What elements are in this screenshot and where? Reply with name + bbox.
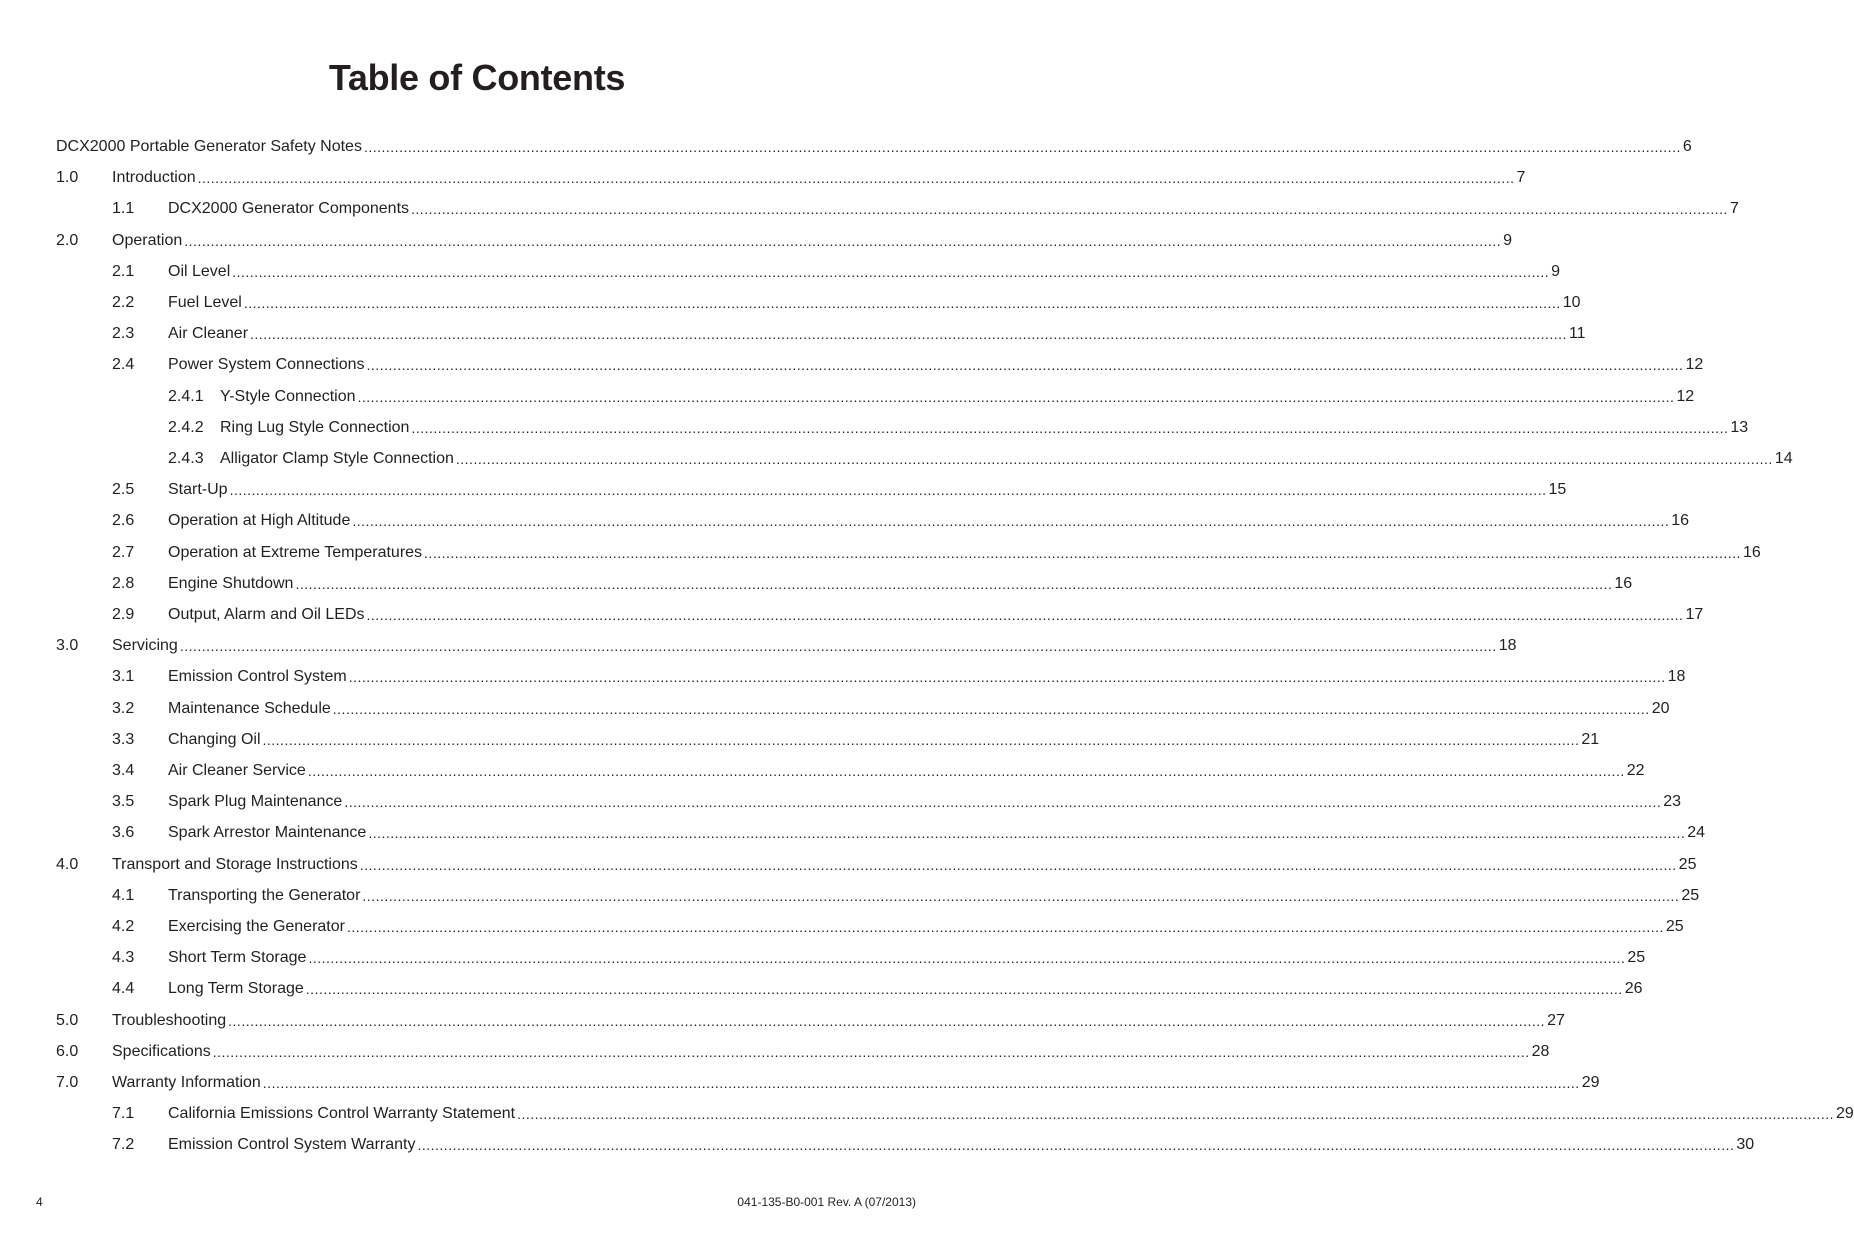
toc-entry-number: 4.1	[112, 886, 135, 904]
toc-entry-title: Warranty Information	[112, 1074, 261, 1091]
toc-entry-title: Troubleshooting	[112, 1011, 227, 1029]
toc-entry-number: 1.0	[56, 169, 79, 187]
dot-leader: ............................................................................................................................................................................................................................................................................................................	[346, 919, 1664, 935]
toc-entry-title: Engine Shutdown	[168, 574, 294, 592]
dot-leader: ............................................................................................................................................................................................................................................................................................................	[363, 139, 1681, 155]
toc-entry-page: 26	[1624, 980, 1643, 998]
toc-entry-page: 11	[1568, 325, 1586, 343]
toc-entry[interactable]	[112, 878, 1700, 906]
page-number: 4	[36, 1195, 43, 1209]
toc-entry-title: Air Cleaner Service	[168, 762, 306, 779]
dot-leader: ............................................................................................................................................................................................................................................................................................................	[212, 1043, 1530, 1060]
dot-leader: ............................................................................................................................................................................................................................................................................................................	[179, 638, 1497, 655]
toc-entry-number: 3.5	[112, 793, 135, 811]
dot-leader: ............................................................................................................................................................................................................................................................................................................	[197, 170, 1515, 187]
toc-entry[interactable]	[56, 160, 1526, 188]
toc-entry-title: Specifications	[112, 1042, 211, 1060]
document-id: 041-135-B0-001 Rev. A (07/2013)	[737, 1195, 916, 1209]
toc-entry-page: 16	[1614, 574, 1633, 592]
toc-entry-page: 25	[1678, 855, 1697, 873]
dot-leader: ............................................................................................................................................................................................................................................................................................................	[308, 950, 1626, 967]
toc-entry-number: 2.4.2	[168, 418, 204, 436]
toc-entry-page: 30	[1736, 1136, 1755, 1154]
toc-entry-number: 3.1	[112, 668, 135, 686]
toc-entry[interactable]	[112, 503, 1690, 531]
dot-leader: ............................................................................................................................................................................................................................................................................................................	[357, 388, 1675, 405]
toc-entry-page: 14	[1774, 450, 1793, 467]
toc-entry[interactable]	[168, 441, 1793, 469]
toc-entry[interactable]	[112, 971, 1643, 999]
toc-entry-number: 6.0	[56, 1042, 79, 1060]
dot-leader: ............................................................................................................................................................................................................................................................................................................	[368, 825, 1686, 842]
toc-entry-page: 7	[1516, 169, 1526, 187]
toc-entry-title: Changing Oil	[168, 730, 261, 748]
toc-entry-title: Output, Alarm and Oil LEDs	[168, 606, 365, 623]
toc-entry[interactable]	[112, 347, 1704, 375]
toc-entry-title: Power System Connections	[168, 356, 365, 374]
dot-leader: ............................................................................................................................................................................................................................................................................................................	[424, 544, 1741, 561]
toc-entry-page: 15	[1548, 481, 1567, 499]
toc-entry-page: 29	[1836, 1105, 1854, 1123]
toc-entry-number: 5.0	[56, 1011, 79, 1029]
toc-entry-title: Emission Control System Warranty	[168, 1136, 416, 1154]
toc-entry-number: 3.4	[112, 762, 135, 779]
toc-entry-title: Start-Up	[168, 481, 228, 499]
toc-entry-page: 25	[1627, 949, 1646, 967]
toc-entry-title: Short Term Storage	[168, 949, 307, 967]
toc-entry-number: 3.2	[112, 699, 135, 717]
toc-entry-title: DCX2000 Portable Generator Safety Notes	[56, 138, 362, 155]
toc-entry[interactable]	[168, 379, 1695, 407]
toc-entry[interactable]	[112, 1127, 1755, 1155]
toc-entry[interactable]	[112, 316, 1586, 344]
toc-entry-title: Ring Lug Style Connection	[220, 418, 410, 436]
dot-leader: ............................................................................................................................................................................................................................................................................................................	[243, 295, 1561, 311]
toc-entry-number: 7.0	[56, 1074, 79, 1091]
toc-entry[interactable]	[112, 753, 1645, 781]
dot-leader: ............................................................................................................................................................................................................................................................................................................	[411, 419, 1729, 436]
dot-leader: ............................................................................................................................................................................................................................................................................................................	[295, 575, 1613, 592]
dot-leader: ............................................................................................................................................................................................................................................................................................................	[232, 263, 1550, 280]
dot-leader: ............................................................................................................................................................................................................................................................................................................	[352, 513, 1670, 530]
toc-entry[interactable]	[56, 1034, 1550, 1062]
toc-entry[interactable]	[112, 597, 1704, 625]
dot-leader: ............................................................................................................................................................................................................................................................................................................	[228, 1012, 1546, 1029]
toc-entry-page: 17	[1685, 606, 1704, 623]
toc-entry-title: California Emissions Control Warranty Statement	[168, 1105, 516, 1123]
dot-leader: ............................................................................................................................................................................................................................................................................................................	[417, 1137, 1735, 1154]
toc-entry-title: Operation at Extreme Temperatures	[168, 543, 423, 561]
toc-entry-number: 4.3	[112, 949, 135, 967]
toc-entry[interactable]	[56, 847, 1697, 875]
toc-entry-number: 2.3	[112, 325, 135, 343]
toc-entry-title: Operation	[112, 231, 183, 249]
toc-entry-number: 2.9	[112, 606, 135, 623]
toc-entry-page: 28	[1531, 1042, 1550, 1060]
dot-leader: ............................................................................................................................................................................................................................................................................................................	[344, 794, 1662, 811]
toc-entry-title: Long Term Storage	[168, 980, 304, 998]
toc-entry-page: 25	[1665, 918, 1684, 935]
toc-entry-page: 25	[1681, 886, 1700, 904]
toc-entry-title: Introduction	[112, 169, 196, 187]
dot-leader: ............................................................................................................................................................................................................................................................................................................	[332, 700, 1650, 717]
toc-entry-number: 2.6	[112, 512, 135, 530]
toc-entry-number: 7.1	[112, 1105, 135, 1123]
dot-leader: ............................................................................................................................................................................................................................................................................................................	[366, 357, 1684, 374]
toc-entry-number: 3.0	[56, 637, 79, 655]
toc-entry[interactable]	[112, 285, 1581, 313]
toc-entry-number: 2.8	[112, 574, 135, 592]
toc-entry[interactable]	[56, 129, 1692, 157]
toc-entry[interactable]	[112, 815, 1706, 843]
toc-entry-number: 2.4.1	[168, 387, 204, 405]
dot-leader: ............................................................................................................................................................................................................................................................................................................	[411, 201, 1728, 218]
toc-entry-number: 2.4	[112, 356, 135, 374]
toc-entry[interactable]	[56, 1003, 1565, 1031]
dot-leader: ............................................................................................................................................................................................................................................................................................................	[455, 451, 1773, 467]
toc-entry-page: 10	[1562, 294, 1581, 311]
toc-entry-number: 2.4.3	[168, 450, 204, 467]
toc-entry-page: 9	[1503, 231, 1513, 249]
toc-entry-page: 20	[1651, 699, 1670, 717]
toc-entry-page: 27	[1547, 1011, 1565, 1029]
toc-entry[interactable]	[168, 410, 1749, 438]
toc-entry-title: Y-Style Connection	[220, 387, 356, 405]
toc-entry-title: Air Cleaner	[168, 325, 249, 343]
toc-entry[interactable]	[112, 909, 1684, 937]
dot-leader: ............................................................................................................................................................................................................................................................................................................	[517, 1106, 1834, 1123]
toc-entry-page: 13	[1730, 418, 1749, 436]
dot-leader: ............................................................................................................................................................................................................................................................................................................	[362, 887, 1680, 904]
toc-entry-page: 7	[1729, 200, 1739, 218]
toc-entry[interactable]	[56, 1065, 1600, 1093]
toc-entry-number: 4.0	[56, 855, 79, 873]
toc-entry-number: 1.1	[112, 200, 135, 218]
toc-entry-page: 12	[1685, 356, 1704, 374]
dot-leader: ............................................................................................................................................................................................................................................................................................................	[359, 856, 1677, 873]
toc-entry-number: 7.2	[112, 1136, 135, 1154]
toc-entry-title: Exercising the Generator	[168, 918, 345, 935]
toc-entry[interactable]	[56, 223, 1513, 251]
toc-entry-number: 3.6	[112, 824, 135, 842]
toc-entry[interactable]	[112, 535, 1761, 563]
toc-entry[interactable]	[112, 722, 1600, 750]
toc-entry-title: Spark Plug Maintenance	[168, 793, 343, 811]
toc-entry[interactable]	[112, 566, 1633, 594]
toc-entry[interactable]	[112, 254, 1561, 282]
toc-entry[interactable]	[112, 472, 1567, 500]
dot-leader: ............................................................................................................................................................................................................................................................................................................	[366, 607, 1684, 623]
toc-entry-title: Maintenance Schedule	[168, 699, 331, 717]
toc-entry-page: 9	[1551, 262, 1561, 280]
toc-entry-title: Spark Arrestor Maintenance	[168, 824, 367, 842]
toc-entry-title: Transport and Storage Instructions	[112, 855, 358, 873]
toc-entry-number: 4.2	[112, 918, 135, 935]
toc-entry-title: Operation at High Altitude	[168, 512, 351, 530]
toc-entry-title: DCX2000 Generator Components	[168, 200, 410, 218]
toc-entry-page: 6	[1682, 138, 1692, 155]
dot-leader: ............................................................................................................................................................................................................................................................................................................	[348, 669, 1666, 686]
toc-entry-page: 29	[1581, 1074, 1600, 1091]
toc-entry-number: 2.5	[112, 481, 135, 499]
toc-entry-title: Transporting the Generator	[168, 886, 361, 904]
toc-entry-number: 4.4	[112, 980, 135, 998]
toc-entry[interactable]	[112, 940, 1646, 968]
toc-entry-page: 21	[1581, 730, 1600, 748]
toc-entry-page: 16	[1742, 543, 1761, 561]
toc-entry-page: 18	[1498, 637, 1517, 655]
toc-entry-page: 22	[1626, 762, 1645, 779]
toc-entry-page: 23	[1663, 793, 1682, 811]
dot-leader: ............................................................................................................................................................................................................................................................................................................	[262, 731, 1580, 748]
toc-entry[interactable]	[112, 1096, 1854, 1124]
toc-entry[interactable]	[56, 628, 1517, 656]
toc-entry-title: Servicing	[112, 637, 178, 655]
toc-entry-number: 3.3	[112, 730, 135, 748]
toc-entry-page: 24	[1687, 824, 1706, 842]
dot-leader: ............................................................................................................................................................................................................................................................................................................	[262, 1075, 1580, 1091]
dot-leader: ............................................................................................................................................................................................................................................................................................................	[305, 981, 1623, 998]
dot-leader: ............................................................................................................................................................................................................................................................................................................	[184, 232, 1502, 249]
toc-entry[interactable]	[112, 784, 1682, 812]
toc-entry[interactable]	[112, 691, 1670, 719]
toc-entry[interactable]	[112, 659, 1686, 687]
toc-entry-page: 12	[1676, 387, 1695, 405]
dot-leader: ............................................................................................................................................................................................................................................................................................................	[307, 763, 1625, 779]
toc-entry-number: 2.7	[112, 543, 135, 561]
toc-entry-title: Fuel Level	[168, 294, 242, 311]
toc-entry-number: 2.0	[56, 231, 79, 249]
toc-entry-title: Emission Control System	[168, 668, 347, 686]
dot-leader: ............................................................................................................................................................................................................................................................................................................	[229, 482, 1547, 499]
toc-entry-title: Alligator Clamp Style Connection	[220, 450, 454, 467]
dot-leader: ............................................................................................................................................................................................................................................................................................................	[250, 326, 1567, 343]
page-title: Table of Contents	[328, 57, 626, 98]
toc-entry-number: 2.2	[112, 294, 135, 311]
toc-entry[interactable]	[112, 191, 1739, 219]
toc-entry-page: 18	[1667, 668, 1686, 686]
toc-entry-number: 2.1	[112, 262, 135, 280]
toc-entry-page: 16	[1671, 512, 1690, 530]
toc-entry-title: Oil Level	[168, 262, 231, 280]
